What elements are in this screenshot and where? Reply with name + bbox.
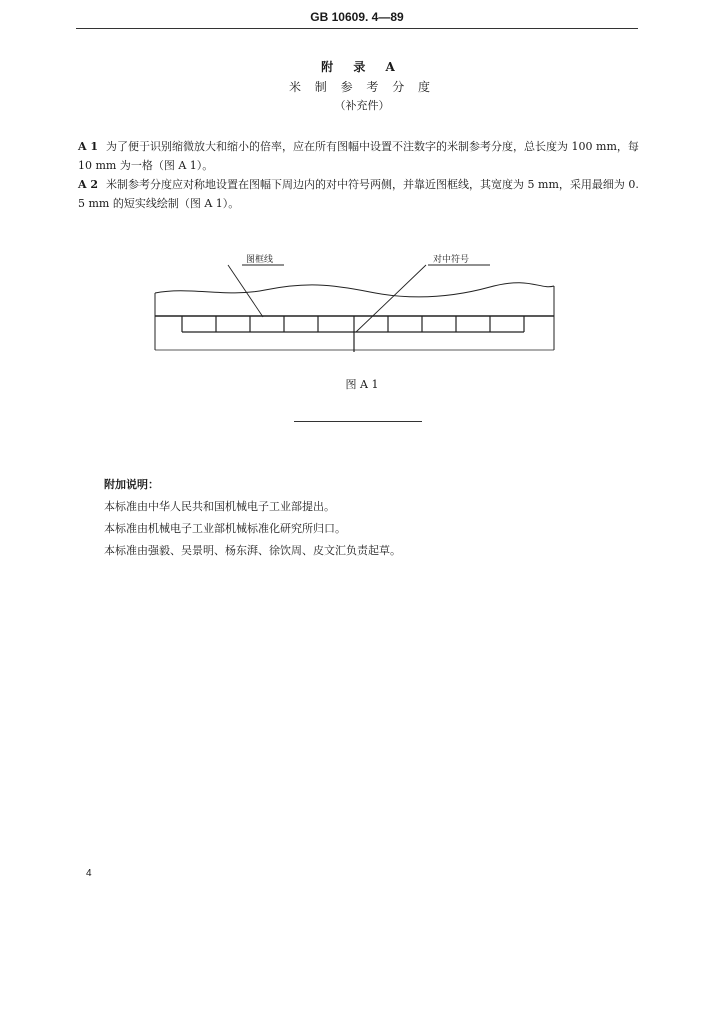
paragraph-a1 [78, 137, 640, 175]
paragraph-text: 米制参考分度应对称地设置在图幅下周边内的对中符号两侧，并靠近图框线，其宽度为 5 mm，采用最细为 0. 5 mm 的短实线绘制（图 A 1）。 [78, 178, 639, 210]
additional-note-line: 本标准由强毅、吴景明、杨东湃、徐饮周、皮文汇负责起草。 [104, 544, 401, 557]
additional-note-line: 本标准由中华人民共和国机械电子工业部提出。 [104, 500, 335, 513]
paragraph-text: 为了便于识别缩微放大和缩小的倍率，应在所有图幅中设置不注数字的米制参考分度，总长度为 100 mm，每 10 mm 为一格（图 A 1）。 [78, 140, 639, 172]
appendix-note: （补充件） [334, 99, 390, 112]
leader-centering-mark [356, 265, 426, 332]
paragraph-a2 [78, 175, 640, 213]
standard-number-header: GB 10609. 4—89 [310, 10, 404, 24]
additional-notes [104, 474, 624, 562]
header-rule [76, 28, 638, 29]
page-number: 4 [86, 868, 92, 879]
paragraph-number: A 2 [78, 178, 99, 191]
figure-caption: 图 A 1 [345, 378, 379, 391]
paragraph-number: A 1 [78, 140, 99, 153]
sheet-break-line [155, 283, 554, 297]
label-centering-mark: 对中符号 [433, 255, 470, 265]
additional-notes-title: 附加说明： [104, 478, 159, 491]
label-frame-line: 图框线 [246, 255, 274, 265]
appendix-subtitle: 米 制 参 考 分 度 [288, 80, 436, 94]
metric-scale [182, 316, 524, 332]
additional-note-line: 本标准由机械电子工业部机械标准化研究所归口。 [104, 522, 346, 535]
end-rule [294, 421, 422, 422]
metric-scale-figure [150, 246, 560, 358]
appendix-title: 附 录 A [321, 60, 403, 74]
